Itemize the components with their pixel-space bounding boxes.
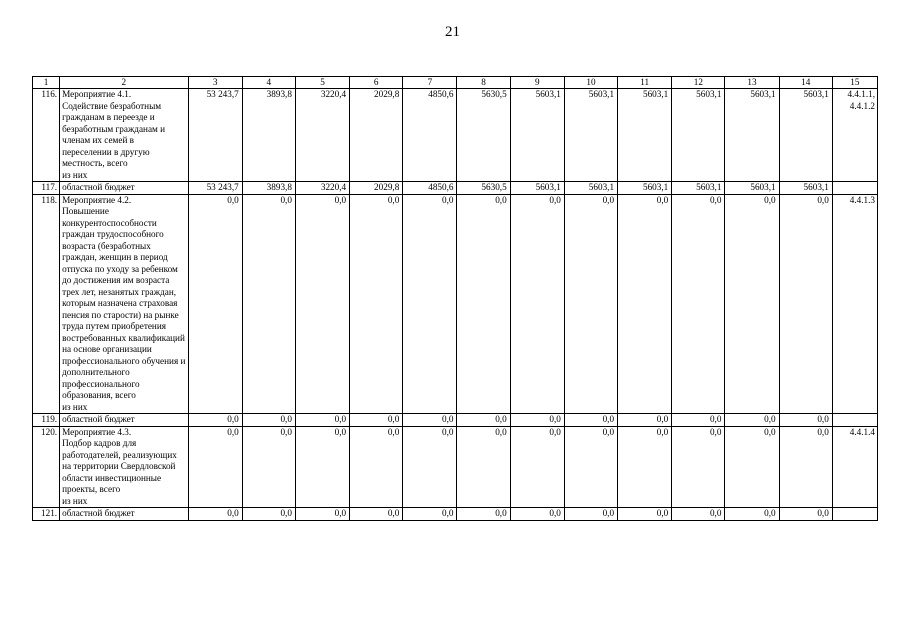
value-cell: 53 243,7 bbox=[188, 182, 242, 195]
value-cell: 0,0 bbox=[295, 508, 349, 521]
row-name: областной бюджет bbox=[60, 508, 188, 521]
value-cell: 0,0 bbox=[564, 508, 617, 521]
target-indicator bbox=[832, 182, 877, 195]
row-number: 117. bbox=[33, 182, 60, 195]
value-cell: 3893,8 bbox=[242, 89, 295, 182]
value-cell: 5603,1 bbox=[510, 89, 564, 182]
value-cell: 2029,8 bbox=[350, 89, 403, 182]
column-header: 13 bbox=[725, 77, 779, 89]
column-header: 1 bbox=[33, 77, 60, 89]
value-cell: 5603,1 bbox=[779, 89, 832, 182]
value-cell: 0,0 bbox=[725, 508, 779, 521]
column-header: 10 bbox=[564, 77, 617, 89]
column-number-row bbox=[33, 77, 878, 89]
value-cell: 4850,6 bbox=[403, 89, 457, 182]
value-cell: 0,0 bbox=[295, 414, 349, 427]
column-header: 8 bbox=[457, 77, 510, 89]
value-cell: 5630,5 bbox=[457, 182, 510, 195]
value-cell: 0,0 bbox=[188, 426, 242, 508]
value-cell: 5630,5 bbox=[457, 89, 510, 182]
value-cell: 0,0 bbox=[403, 414, 457, 427]
value-cell: 0,0 bbox=[188, 508, 242, 521]
column-header: 3 bbox=[188, 77, 242, 89]
value-cell: 5603,1 bbox=[725, 89, 779, 182]
value-cell: 0,0 bbox=[350, 194, 403, 414]
value-cell: 3220,4 bbox=[295, 182, 349, 195]
value-cell: 5603,1 bbox=[672, 182, 725, 195]
value-cell: 0,0 bbox=[779, 414, 832, 427]
value-cell: 53 243,7 bbox=[188, 89, 242, 182]
column-header: 12 bbox=[672, 77, 725, 89]
value-cell: 0,0 bbox=[188, 194, 242, 414]
value-cell: 3220,4 bbox=[295, 89, 349, 182]
value-cell: 0,0 bbox=[403, 508, 457, 521]
value-cell: 0,0 bbox=[564, 414, 617, 427]
value-cell: 5603,1 bbox=[564, 182, 617, 195]
value-cell: 0,0 bbox=[242, 194, 295, 414]
column-header: 14 bbox=[779, 77, 832, 89]
value-cell: 0,0 bbox=[295, 194, 349, 414]
value-cell: 0,0 bbox=[242, 426, 295, 508]
column-header: 11 bbox=[618, 77, 672, 89]
target-indicator: 4.4.1.1, 4.4.1.2 bbox=[832, 89, 877, 182]
column-header: 9 bbox=[510, 77, 564, 89]
row-name: Мероприятие 4.3. Подбор кадров для работодателей, реализующих на территории Свердловской области инвестиционные проекты, всего из них bbox=[60, 426, 188, 508]
value-cell: 0,0 bbox=[350, 414, 403, 427]
value-cell: 0,0 bbox=[672, 194, 725, 414]
column-header: 6 bbox=[350, 77, 403, 89]
value-cell: 0,0 bbox=[457, 508, 510, 521]
value-cell: 0,0 bbox=[618, 508, 672, 521]
value-cell: 0,0 bbox=[242, 508, 295, 521]
table-row bbox=[33, 89, 878, 182]
value-cell: 0,0 bbox=[564, 194, 617, 414]
table-row bbox=[33, 414, 878, 427]
value-cell: 0,0 bbox=[779, 508, 832, 521]
row-name: областной бюджет bbox=[60, 414, 188, 427]
row-number: 118. bbox=[33, 194, 60, 414]
value-cell: 0,0 bbox=[618, 194, 672, 414]
value-cell: 2029,8 bbox=[350, 182, 403, 195]
value-cell: 0,0 bbox=[779, 194, 832, 414]
column-header: 15 bbox=[832, 77, 877, 89]
column-header: 4 bbox=[242, 77, 295, 89]
value-cell: 0,0 bbox=[618, 426, 672, 508]
value-cell: 5603,1 bbox=[510, 182, 564, 195]
target-indicator: 4.4.1.4 bbox=[832, 426, 877, 508]
table-row bbox=[33, 426, 878, 508]
value-cell: 3893,8 bbox=[242, 182, 295, 195]
value-cell: 5603,1 bbox=[564, 89, 617, 182]
row-name: областной бюджет bbox=[60, 182, 188, 195]
value-cell: 0,0 bbox=[403, 194, 457, 414]
value-cell: 0,0 bbox=[350, 508, 403, 521]
target-indicator bbox=[832, 508, 877, 521]
value-cell: 0,0 bbox=[725, 414, 779, 427]
value-cell: 0,0 bbox=[510, 194, 564, 414]
value-cell: 0,0 bbox=[457, 414, 510, 427]
value-cell: 0,0 bbox=[779, 426, 832, 508]
row-name: Мероприятие 4.1. Содействие безработным гражданам в переезде и безработным гражданам и членам их семей в переселении в другую местность, всего из них bbox=[60, 89, 188, 182]
value-cell: 0,0 bbox=[510, 426, 564, 508]
target-indicator bbox=[832, 414, 877, 427]
value-cell: 5603,1 bbox=[779, 182, 832, 195]
value-cell: 0,0 bbox=[564, 426, 617, 508]
row-number: 116. bbox=[33, 89, 60, 182]
value-cell: 0,0 bbox=[242, 414, 295, 427]
value-cell: 0,0 bbox=[457, 194, 510, 414]
row-number: 121. bbox=[33, 508, 60, 521]
table-row bbox=[33, 182, 878, 195]
value-cell: 0,0 bbox=[350, 426, 403, 508]
value-cell: 0,0 bbox=[672, 414, 725, 427]
value-cell: 0,0 bbox=[510, 508, 564, 521]
value-cell: 5603,1 bbox=[672, 89, 725, 182]
value-cell: 4850,6 bbox=[403, 182, 457, 195]
value-cell: 0,0 bbox=[295, 426, 349, 508]
row-name: Мероприятие 4.2. Повышение конкурентоспособности граждан трудоспособного возраста (безработных граждан, женщин в период отпуска по уходу за ребенком до достижения им возраста трех лет, незанятых граждан, которым назначена страховая пенсия по старости) на рынке труда путем приобретения востребованных квалификаций на основе организации профессионального обучения и дополнительного профессионального образования, всего из них bbox=[60, 194, 188, 414]
value-cell: 0,0 bbox=[672, 508, 725, 521]
target-indicator: 4.4.1.3 bbox=[832, 194, 877, 414]
value-cell: 5603,1 bbox=[725, 182, 779, 195]
value-cell: 5603,1 bbox=[618, 89, 672, 182]
value-cell: 0,0 bbox=[672, 426, 725, 508]
value-cell: 0,0 bbox=[457, 426, 510, 508]
column-header: 2 bbox=[60, 77, 188, 89]
column-header: 5 bbox=[295, 77, 349, 89]
row-number: 120. bbox=[33, 426, 60, 508]
budget-table bbox=[32, 76, 878, 521]
table-row bbox=[33, 194, 878, 414]
table-row bbox=[33, 508, 878, 521]
value-cell: 0,0 bbox=[725, 194, 779, 414]
value-cell: 0,0 bbox=[618, 414, 672, 427]
value-cell: 0,0 bbox=[403, 426, 457, 508]
page-number: 21 bbox=[445, 24, 460, 40]
value-cell: 0,0 bbox=[510, 414, 564, 427]
value-cell: 5603,1 bbox=[618, 182, 672, 195]
column-header: 7 bbox=[403, 77, 457, 89]
value-cell: 0,0 bbox=[188, 414, 242, 427]
row-number: 119. bbox=[33, 414, 60, 427]
value-cell: 0,0 bbox=[725, 426, 779, 508]
